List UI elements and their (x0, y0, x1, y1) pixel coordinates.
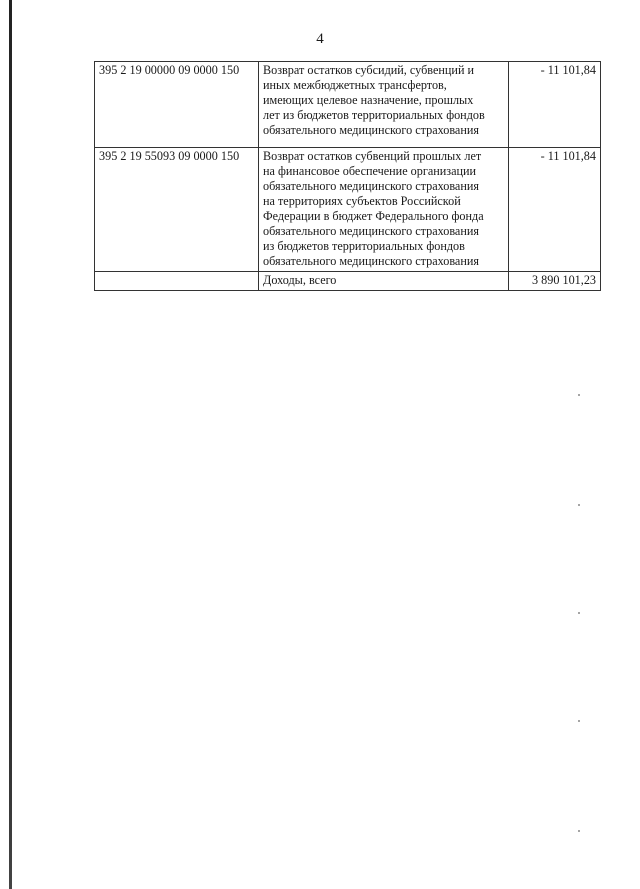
revenue-table (94, 61, 601, 291)
table-row (95, 148, 601, 272)
revenue-name-line: Возврат остатков субсидий, субвенций и (263, 63, 475, 77)
page-number: 4 (316, 31, 324, 47)
revenue-name-line: на финансовое обеспечение организации (263, 164, 477, 178)
scan-speck (578, 394, 580, 396)
revenue-name-cell (259, 62, 509, 148)
revenue-name-line: обязательного медицинского страхования (263, 179, 479, 193)
revenue-name-line: лет из бюджетов территориальных фондов (263, 108, 485, 122)
scan-speck (578, 504, 580, 506)
revenue-name-line: обязательного медицинского страхования (263, 254, 479, 268)
scan-speck (578, 720, 580, 722)
revenue-name-line: обязательного медицинского страхования (263, 224, 479, 238)
revenue-name-line: имеющих целевое назначение, прошлых (263, 93, 474, 107)
scan-edge-line (9, 0, 12, 889)
budget-code-cell: 395 2 19 55093 09 0000 150 (95, 148, 259, 272)
revenue-name-cell (259, 148, 509, 272)
scan-speck (578, 612, 580, 614)
total-amount-cell: 3 890 101,23 (509, 272, 601, 291)
amount-cell: - 11 101,84 (509, 148, 601, 272)
budget-code-cell: 395 2 19 00000 09 0000 150 (95, 62, 259, 148)
revenue-name-line: на территориях субъектов Российской (263, 194, 461, 208)
amount-cell: - 11 101,84 (509, 62, 601, 148)
total-code-cell (95, 272, 259, 291)
revenue-name-line: обязательного медицинского страхования (263, 123, 479, 137)
table-row (95, 62, 601, 148)
revenue-name-line: иных межбюджетных трансфертов, (263, 78, 447, 92)
total-label-cell: Доходы, всего (259, 272, 509, 291)
total-row (95, 272, 601, 291)
revenue-name-line: Возврат остатков субвенций прошлых лет (263, 149, 482, 163)
scan-speck (578, 830, 580, 832)
revenue-name-line: из бюджетов территориальных фондов (263, 239, 465, 253)
revenue-name-line: Федерации в бюджет Федерального фонда (263, 209, 484, 223)
